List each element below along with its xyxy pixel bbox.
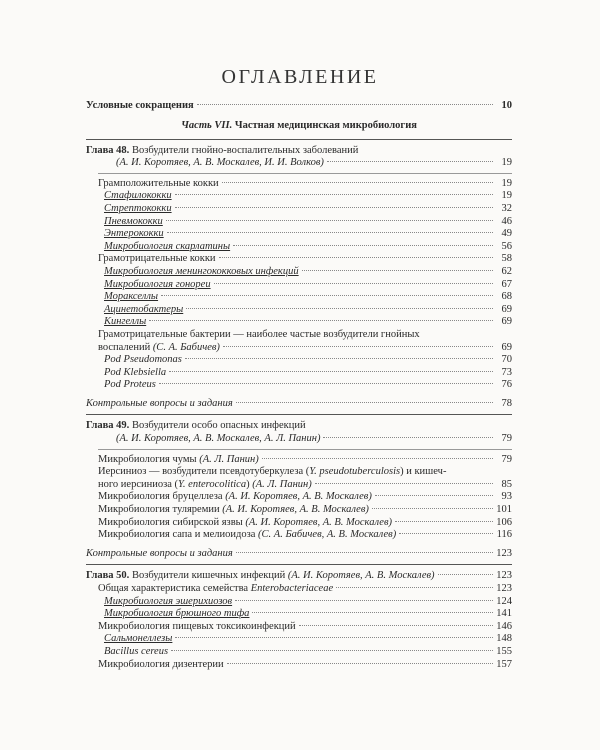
chapter-48-heading[interactable]: Глава 48. Возбудители гнойно-воспалительных заболеваний xyxy=(86,144,359,156)
toc-content xyxy=(86,100,512,671)
toc-entry[interactable]: Микробиология гонореи 67 xyxy=(104,278,512,290)
chapter-48-authors: (А. И. Коротяев, А. В. Москалев, И. И. Волков) 19 xyxy=(116,157,512,169)
chapter-50-heading[interactable]: Глава 50. Возбудители кишечных инфекций (А. И. Коротяев, А. В. Москалев) 123 xyxy=(86,570,512,582)
toc-entry[interactable]: Микробиология пищевых токсикоинфекций 146 xyxy=(98,620,512,632)
divider xyxy=(86,139,512,140)
divider xyxy=(98,449,512,450)
toc-entry[interactable]: Pod Proteus 76 xyxy=(104,379,512,391)
part-heading: Часть VII. Частная медицинская микробиология xyxy=(181,119,417,131)
toc-entry-yersiniosis-cont[interactable]: ного иерсиниоза (Y. enterocolitica) (А. Л. Панин) 85 xyxy=(98,478,512,490)
toc-entry[interactable]: Микробиология сапа и мелиоидоза (С. А. Бабичев, А. В. Москалев) 116 xyxy=(98,529,512,541)
toc-entry[interactable]: Микробиология эшерихиозов 124 xyxy=(104,595,512,607)
toc-entry[interactable]: Энтерококки 49 xyxy=(104,228,512,240)
toc-entry[interactable]: Pod Pseudomonas 70 xyxy=(104,354,512,366)
divider xyxy=(86,564,512,565)
chapter-49-heading[interactable]: Глава 49. Возбудители особо опасных инфекций xyxy=(86,420,306,432)
toc-entry[interactable]: Микробиология брюшного тифа 141 xyxy=(104,608,512,620)
divider xyxy=(98,173,512,174)
page-title: ОГЛАВЛЕНИЕ xyxy=(221,66,379,88)
toc-entry[interactable]: Стрептококки 32 xyxy=(104,202,512,214)
toc-entry[interactable]: Сальмонеллезы 148 xyxy=(104,633,512,645)
toc-entry[interactable]: Общая характеристика семейства Enterobacteriaceae 123 xyxy=(98,583,512,594)
chapter-49-authors: (А. И. Коротяев, А. В. Москалев, А. Л. Панин) 79 xyxy=(116,433,512,445)
toc-entry[interactable]: Грамотрицательные кокки 58 xyxy=(98,253,512,265)
toc-entry[interactable]: Микробиология бруцеллеза (А. И. Коротяев, А. В. Москалев) 93 xyxy=(98,491,512,503)
toc-entry[interactable]: Микробиология сибирской язвы (А. И. Коротяев, А. В. Москалев) 106 xyxy=(98,516,512,528)
toc-entry[interactable]: Bacillus cereus 155 xyxy=(104,645,512,657)
toc-entry[interactable]: Стафилококки 19 xyxy=(104,190,512,202)
toc-entry-control-questions[interactable]: Контрольные вопросы и задания 123 xyxy=(86,547,512,559)
toc-entry[interactable]: Пневмококки 46 xyxy=(104,215,512,227)
toc-entry-control-questions[interactable]: Контрольные вопросы и задания 78 xyxy=(86,397,512,409)
toc-entry[interactable]: Микробиология скарлатины 56 xyxy=(104,240,512,252)
toc-entry[interactable]: Микробиология туляремии (А. И. Коротяев, А. В. Москалев) 101 xyxy=(98,504,512,516)
toc-entry-abbreviations[interactable]: Условные сокращения 10 xyxy=(86,100,512,111)
toc-entry[interactable]: Кингеллы 69 xyxy=(104,316,512,328)
toc-entry-gram-negative[interactable]: Грамотрицательные бактерии — наиболее частые возбудители гнойных xyxy=(98,328,420,340)
toc-entry[interactable]: Ацинетобактеры 69 xyxy=(104,303,512,315)
toc-entry-gram-negative-cont[interactable]: воспалений (С. А. Бабичев) 69 xyxy=(98,341,512,353)
toc-entry-yersiniosis[interactable]: Иерсиниоз — возбудители псевдотуберкулеза (Y. pseudotuberculosis) и кишеч- xyxy=(98,466,447,478)
toc-entry[interactable]: Микробиология дизентерии 157 xyxy=(98,658,512,670)
toc-entry[interactable]: Микробиология менингококковых инфекций 62 xyxy=(104,265,512,277)
toc-entry[interactable]: Моракселлы 68 xyxy=(104,291,512,303)
toc-entry[interactable]: Грамположительные кокки 19 xyxy=(98,177,512,189)
toc-entry[interactable]: Pod Klebsiella 73 xyxy=(104,366,512,378)
toc-entry[interactable]: Микробиология чумы (А. Л. Панин) 79 xyxy=(98,453,512,465)
divider xyxy=(86,414,512,415)
